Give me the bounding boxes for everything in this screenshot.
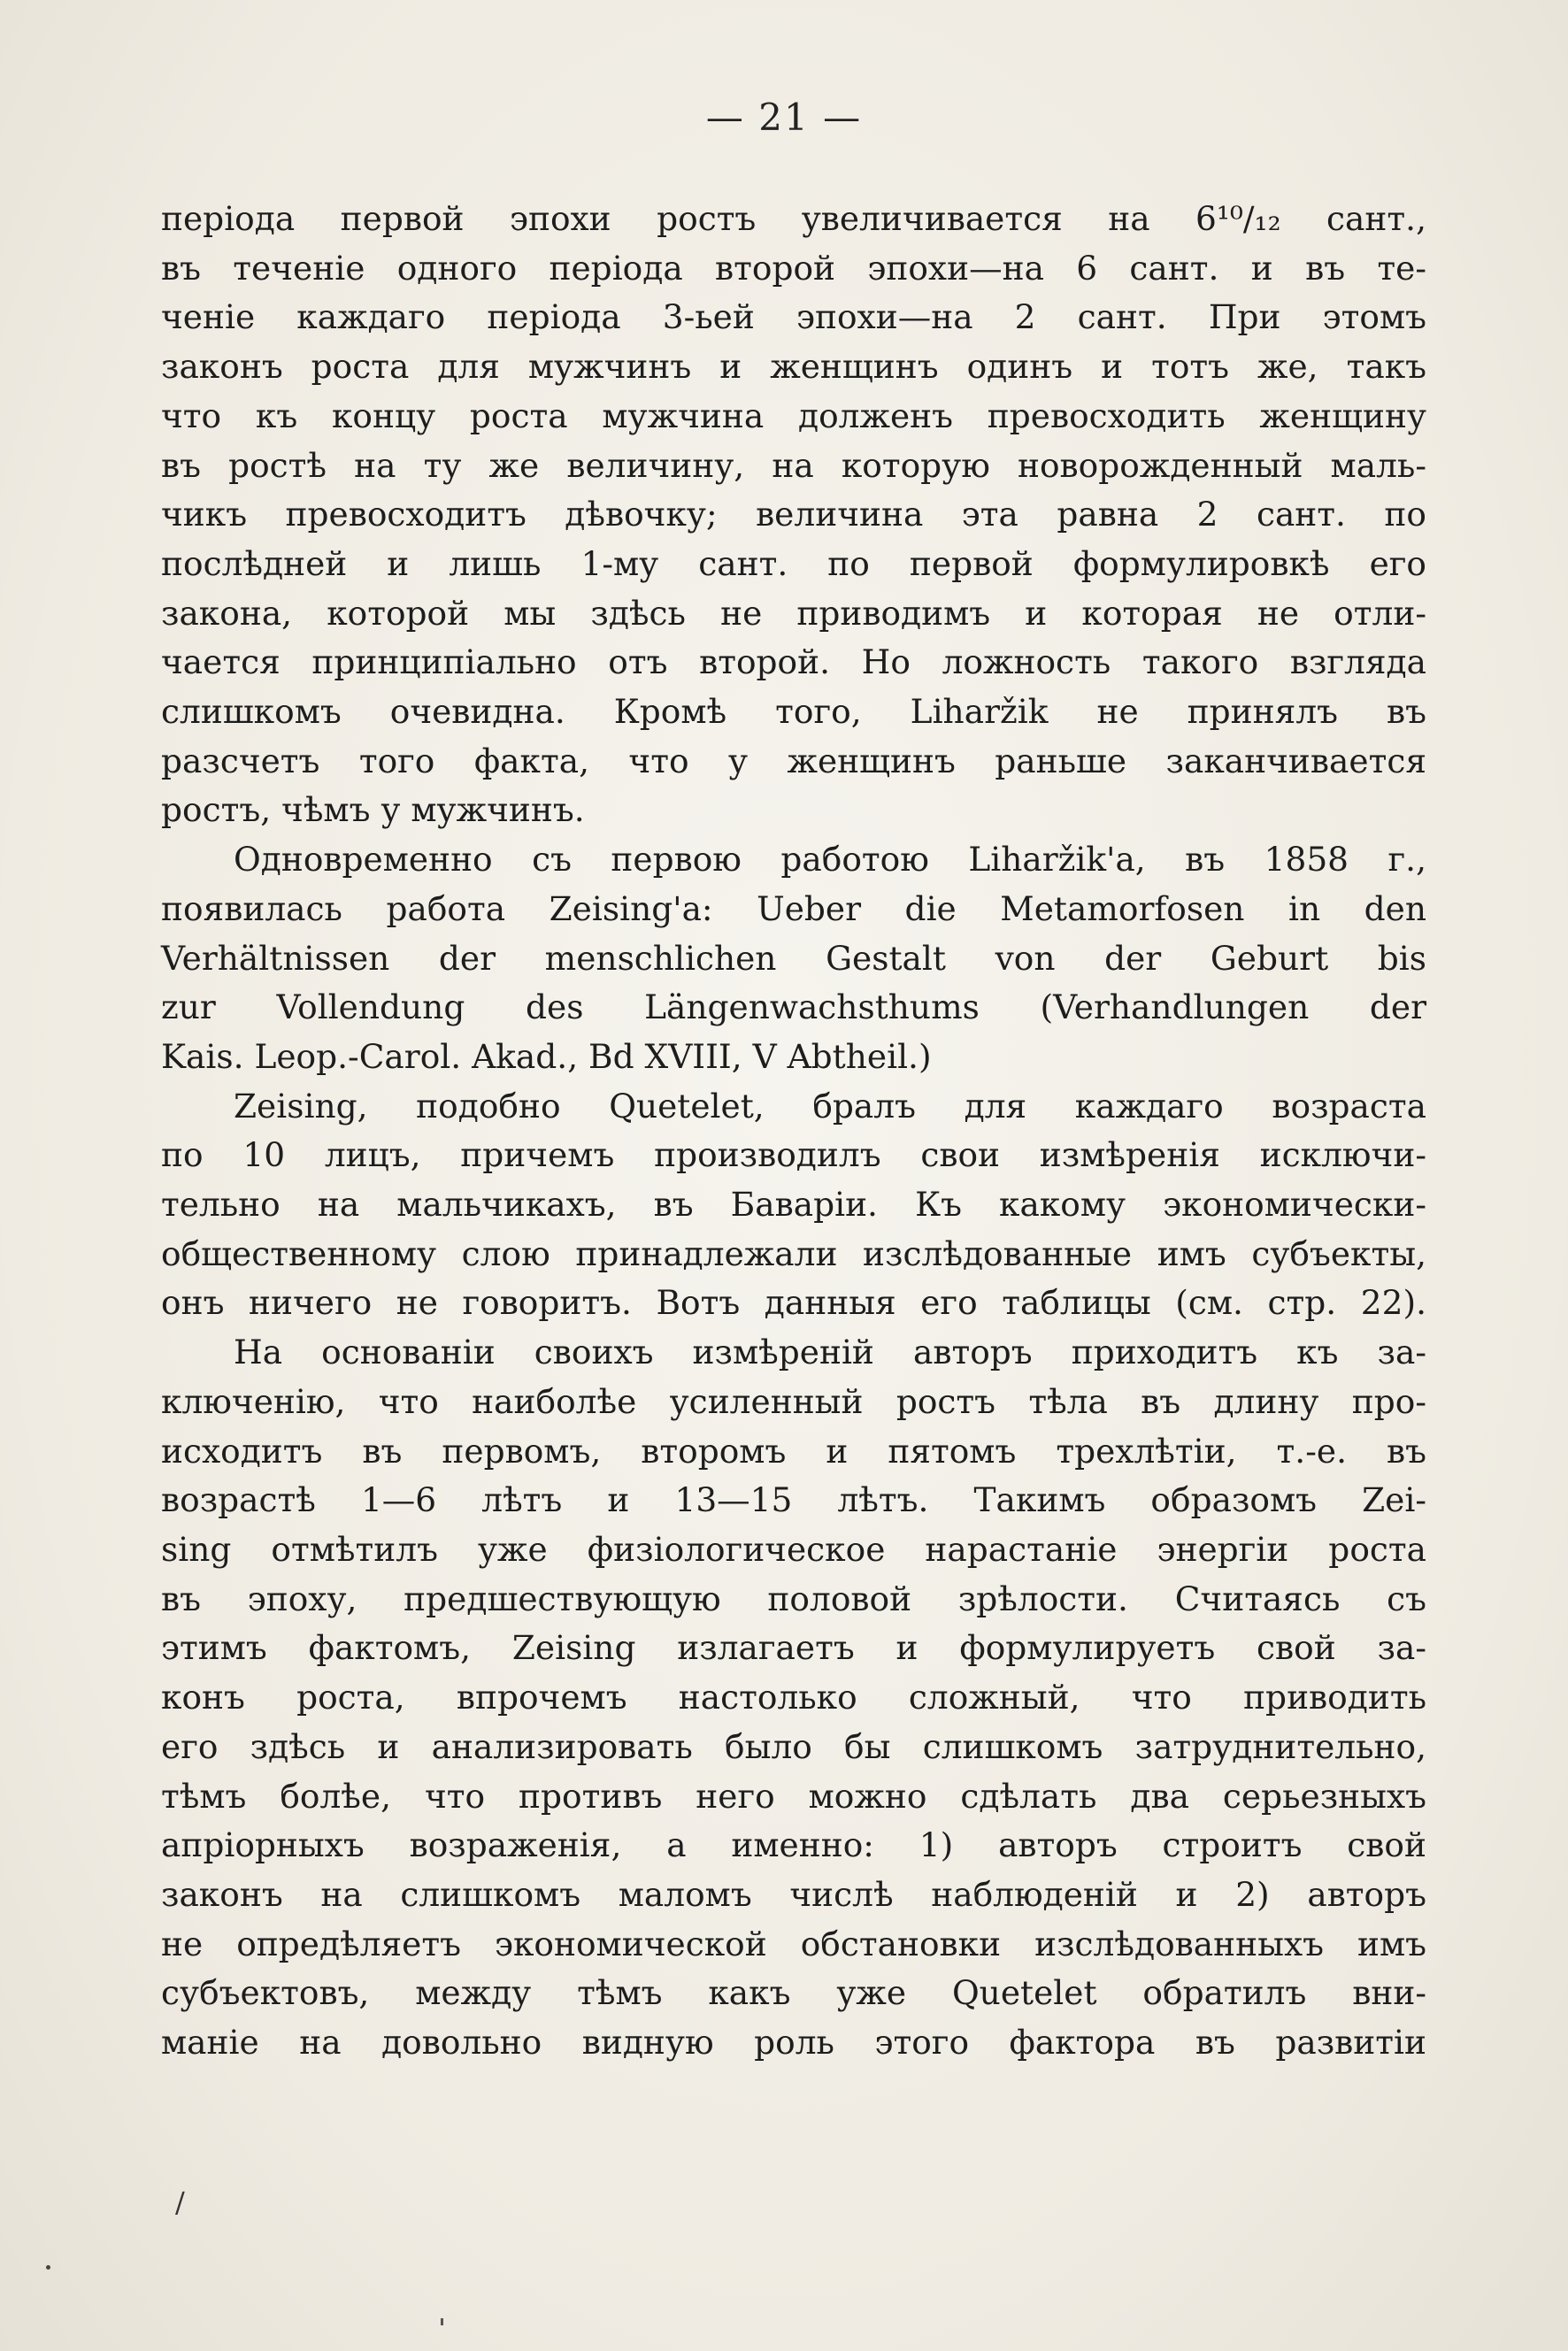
text-line: На основаніи своихъ измѣреній авторъ приходитъ къ за- — [234, 1333, 1426, 1372]
text-line: не опредѣляетъ экономической обстановки изслѣдованныхъ имъ — [161, 1924, 1426, 1963]
paragraph-3 — [161, 1082, 1426, 1329]
text-line: въ теченіе одного періода второй эпохи—на 6 сант. и въ те- — [161, 248, 1426, 288]
text-line: закона, которой мы здѣсь не приводимъ и которая не отли- — [161, 593, 1426, 633]
stray-tick-mark — [441, 2318, 443, 2325]
text-line: общественному слою принадлежали изслѣдованные имъ субъекты, — [161, 1233, 1426, 1273]
text-line: періода первой эпохи ростъ увеличивается на 6¹⁰/₁₂ сант., — [161, 199, 1426, 238]
text-line: слишкомъ очевидна. Кромѣ того, Liharžik не принялъ въ — [161, 692, 1426, 732]
text-line: субъектовъ, между тѣмъ какъ уже Quetelet обратилъ вни- — [161, 1973, 1426, 2013]
text-line: апріорныхъ возраженія, а именно: 1) авторъ строитъ свой — [161, 1825, 1426, 1865]
text-line: исходитъ въ первомъ, второмъ и пятомъ трехлѣтіи, т.-е. въ — [161, 1431, 1426, 1471]
text-line: конъ роста, впрочемъ настолько сложный, что приводить — [161, 1678, 1426, 1717]
stray-dot-mark — [46, 2265, 50, 2270]
text-line: чается принципіально отъ второй. Но ложность такого взгляда — [161, 642, 1426, 682]
text-line: онъ ничего не говоритъ. Вотъ данныя его таблицы (см. стр. 22). — [161, 1283, 1426, 1323]
text-line: Zeising, подобно Quetelet, бралъ для каждаго возраста — [234, 1086, 1426, 1126]
text-line: законъ роста для мужчинъ и женщинъ одинъ и тотъ же, такъ — [161, 347, 1426, 387]
text-line: его здѣсь и анализировать было бы слишкомъ затруднительно, — [161, 1726, 1426, 1766]
text-line: послѣдней и лишь 1-му сант. по первой формулировкѣ его — [161, 543, 1426, 583]
text-line: законъ на слишкомъ маломъ числѣ наблюденій и 2) авторъ — [161, 1874, 1426, 1914]
text-line: въ ростѣ на ту же величину, на которую новорожденный маль- — [161, 445, 1426, 485]
text-line: Verhältnissen der menschlichen Gestalt von der Geburt bis — [161, 938, 1426, 978]
text-line: Одновременно съ первою работою Liharžik'а, въ 1858 г., — [234, 840, 1426, 880]
text-line: ключенію, что наиболѣе усиленный ростъ тѣла въ длину про- — [161, 1381, 1426, 1421]
text-line: въ эпоху, предшествующую половой зрѣлости. Считаясь съ — [161, 1579, 1426, 1618]
text-line: маніе на довольно видную роль этого фактора въ развитіи — [161, 2023, 1426, 2063]
text-line: тельно на мальчикахъ, въ Баваріи. Къ какому экономически- — [161, 1185, 1426, 1225]
text-line: zur Vollendung des Längenwachsthums (Verhandlungen der — [161, 987, 1426, 1027]
paragraph-4 — [161, 1328, 1426, 2068]
page-number: — 21 — — [705, 96, 863, 139]
text-line: тѣмъ болѣе, что противъ него можно сдѣлать два серьезныхъ — [161, 1776, 1426, 1816]
text-line: разсчетъ того факта, что у женщинъ раньше заканчивается — [161, 741, 1426, 780]
text-line: Kais. Leop.-Carol. Akad., Bd XVIII, V Abtheil.) — [161, 1036, 932, 1076]
paragraph-1 — [161, 195, 1426, 835]
text-line: чикъ превосходитъ дѣвочку; величина эта равна 2 сант. по — [161, 495, 1426, 534]
text-line: ростъ, чѣмъ у мужчинъ. — [161, 790, 585, 830]
paragraph-2 — [161, 835, 1426, 1082]
text-line: возрастѣ 1—6 лѣтъ и 13—15 лѣтъ. Такимъ образомъ Zei- — [161, 1480, 1426, 1520]
text-line: этимъ фактомъ, Zeising излагаетъ и формулируетъ свой за- — [161, 1628, 1426, 1668]
body-text — [161, 195, 1426, 2068]
text-line: по 10 лицъ, причемъ производилъ свои измѣренія исключи- — [161, 1135, 1426, 1175]
text-line: что къ концу роста мужчина долженъ превосходить женщину — [161, 396, 1426, 435]
stray-pen-mark: / — [175, 2186, 185, 2219]
text-line: sing отмѣтилъ уже физіологическое нарастаніе энергіи роста — [161, 1529, 1426, 1569]
text-line: ченіе каждаго періода 3-ьей эпохи—на 2 сант. При этомъ — [161, 297, 1426, 337]
text-line: появилась работа Zeising'а: Ueber die Metamorfosen in den — [161, 888, 1426, 928]
